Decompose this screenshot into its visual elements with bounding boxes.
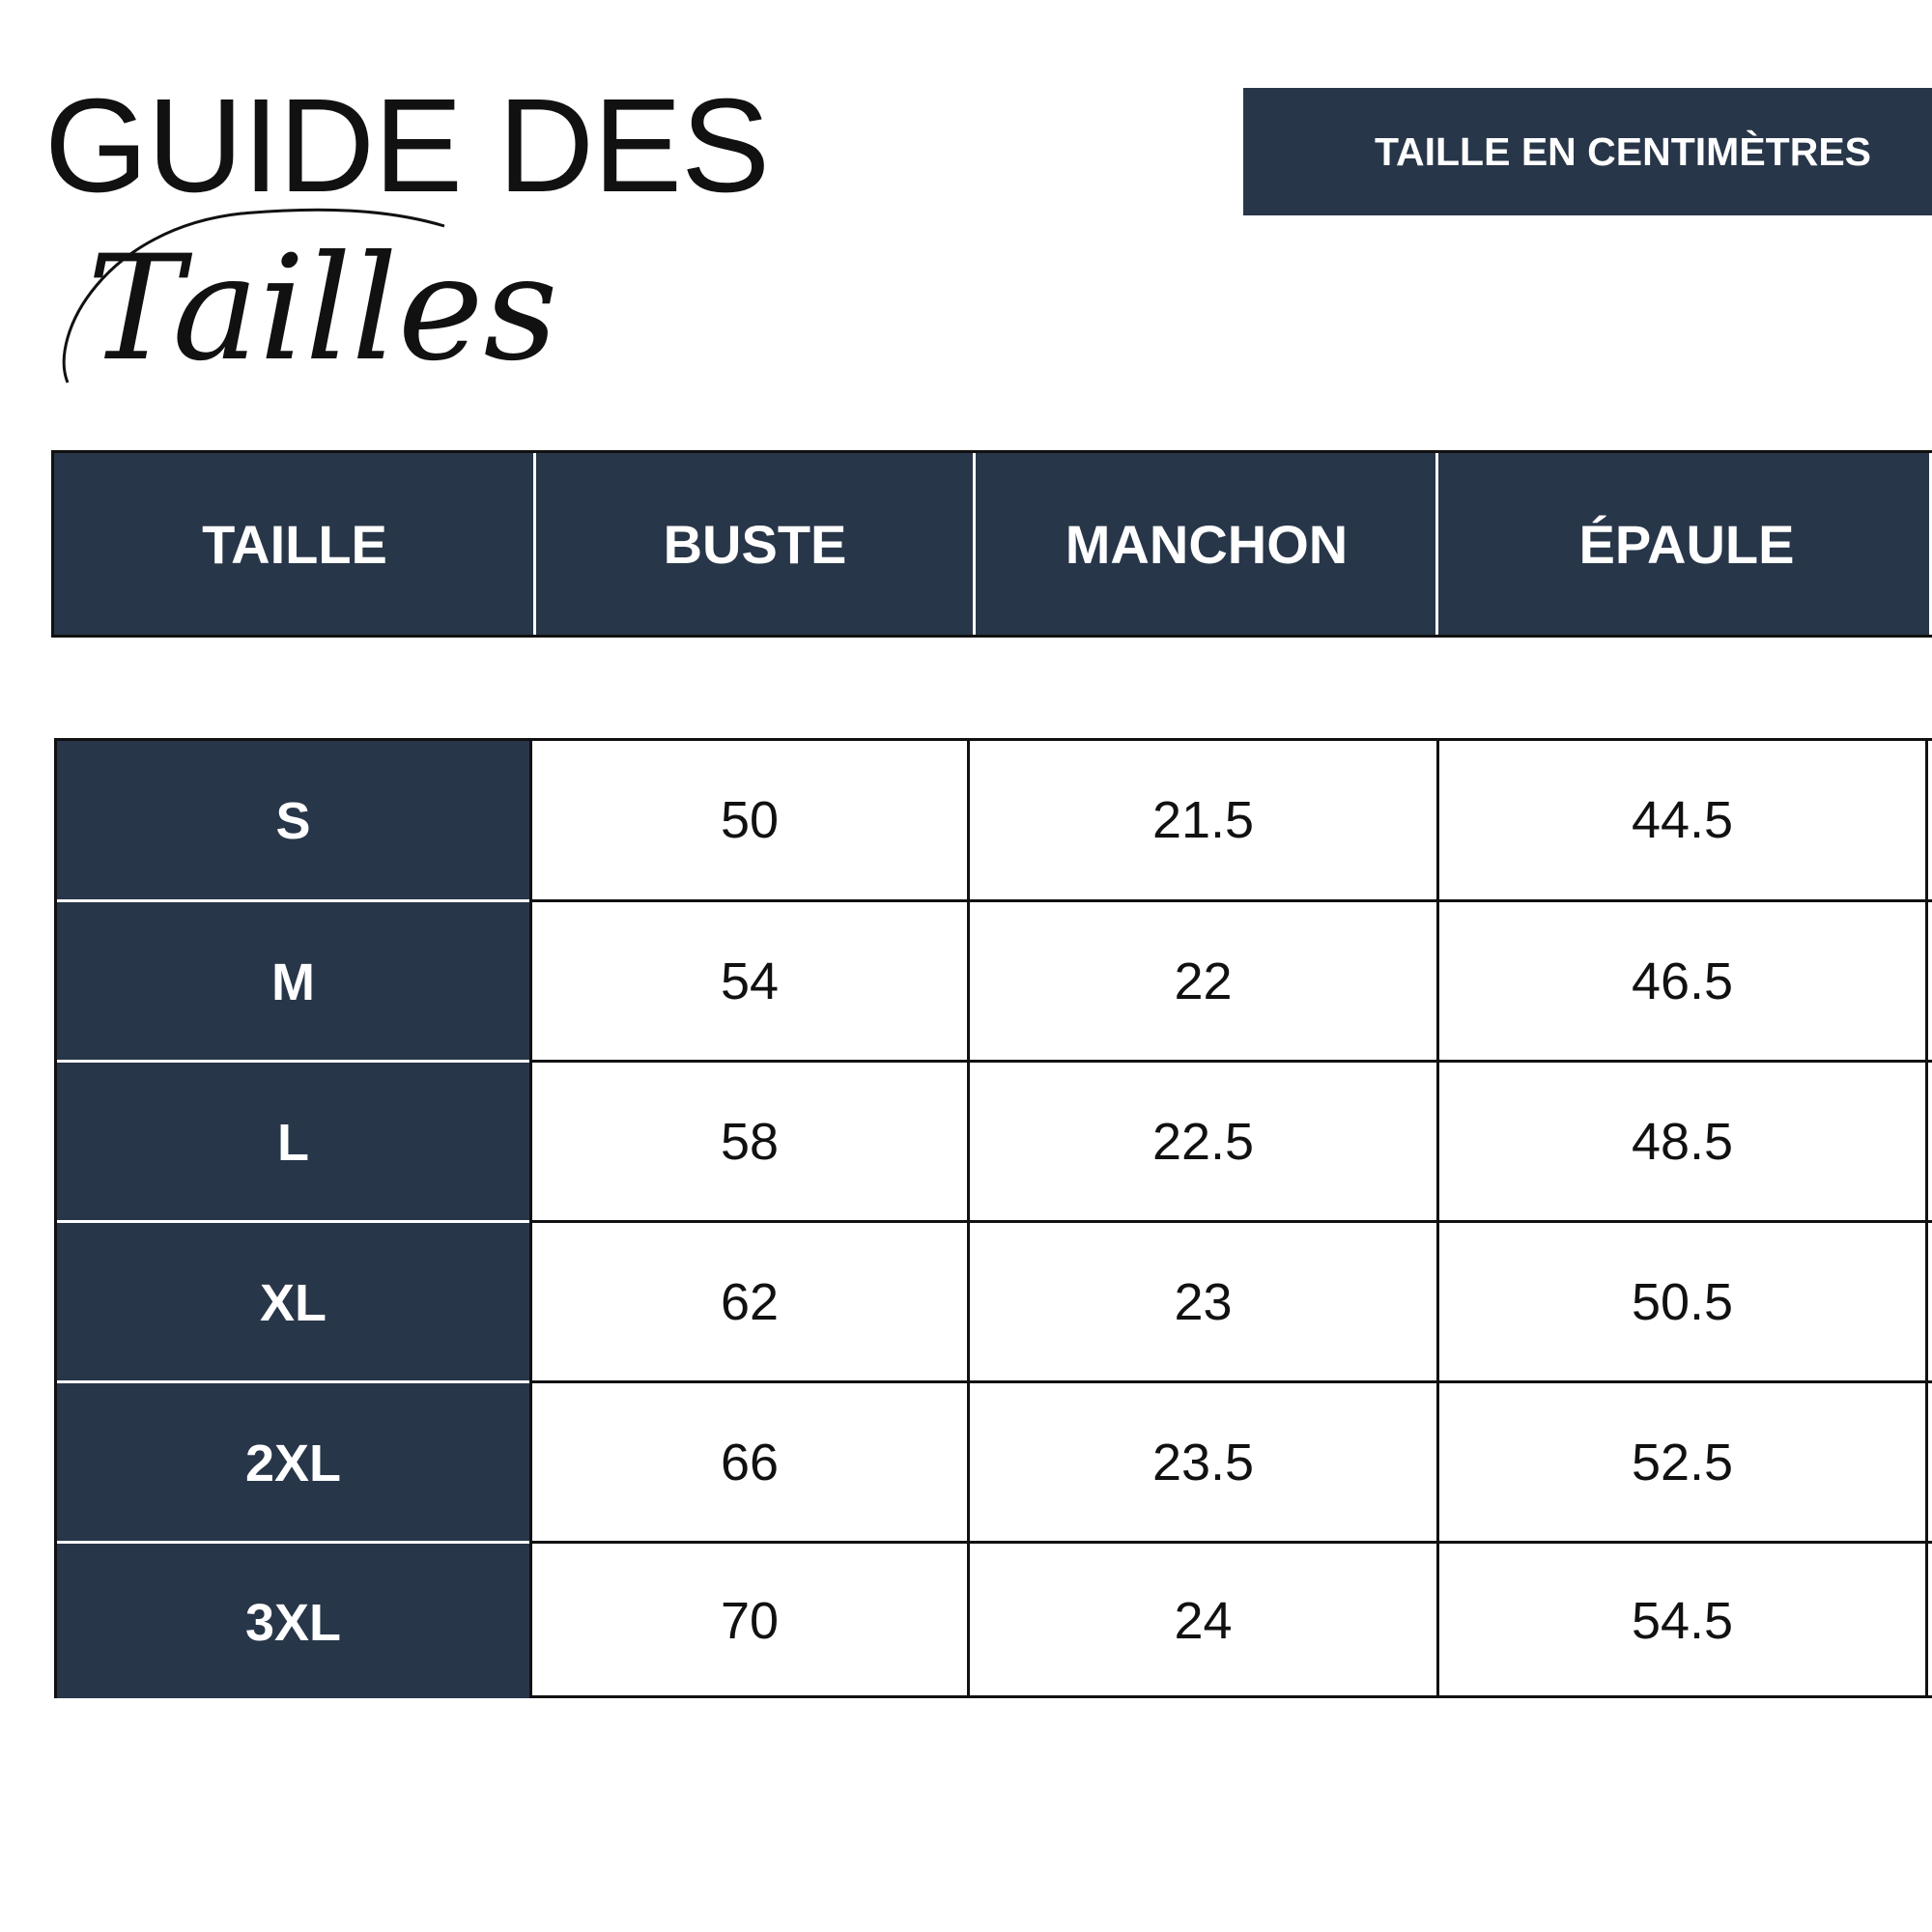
cell-manchon: 21.5 (1151, 791, 1255, 849)
cell-manchon: 24 (1174, 1592, 1233, 1650)
cell-epaule: 46.5 (1631, 952, 1734, 1010)
size-cell: S (275, 791, 311, 850)
cell-epaule: 48.5 (1631, 1112, 1734, 1171)
size-cell: XL (259, 1273, 327, 1332)
page-title: GUIDE DES (44, 71, 770, 220)
header-buste: BUSTE (663, 513, 847, 575)
page-title-script-text: Tailles (87, 225, 558, 393)
page-title-script (48, 189, 589, 402)
unit-banner: TAILLE EN CENTIMÈTRES (1243, 88, 1932, 215)
cell-manchon: 22 (1174, 952, 1233, 1010)
cell-epaule: 52.5 (1631, 1433, 1734, 1492)
header-manchon: MANCHON (1065, 513, 1349, 575)
cell-epaule: 54.5 (1631, 1592, 1734, 1650)
size-column (54, 738, 532, 1698)
column-divider (1925, 741, 1928, 1695)
cell-buste: 54 (720, 952, 780, 1010)
value-grid (532, 738, 1932, 1698)
cell-manchon: 22.5 (1151, 1112, 1255, 1171)
cell-buste: 58 (720, 1112, 780, 1171)
header-epaule: ÉPAULE (1578, 513, 1795, 575)
size-cell: 2XL (244, 1434, 342, 1492)
size-cell: 3XL (244, 1593, 342, 1652)
cell-buste: 62 (720, 1272, 780, 1331)
cell-manchon: 23.5 (1151, 1433, 1255, 1492)
cell-buste: 70 (720, 1592, 780, 1650)
size-cell: L (277, 1113, 309, 1172)
cell-manchon: 23 (1174, 1272, 1233, 1331)
cell-epaule: 50.5 (1631, 1272, 1734, 1331)
table-header (51, 450, 1932, 638)
header-taille: TAILLE (202, 513, 387, 575)
size-table (54, 738, 1932, 1698)
cell-epaule: 44.5 (1631, 791, 1734, 849)
cell-buste: 66 (720, 1433, 780, 1492)
size-cell: M (271, 952, 315, 1011)
cell-buste: 50 (720, 791, 780, 849)
